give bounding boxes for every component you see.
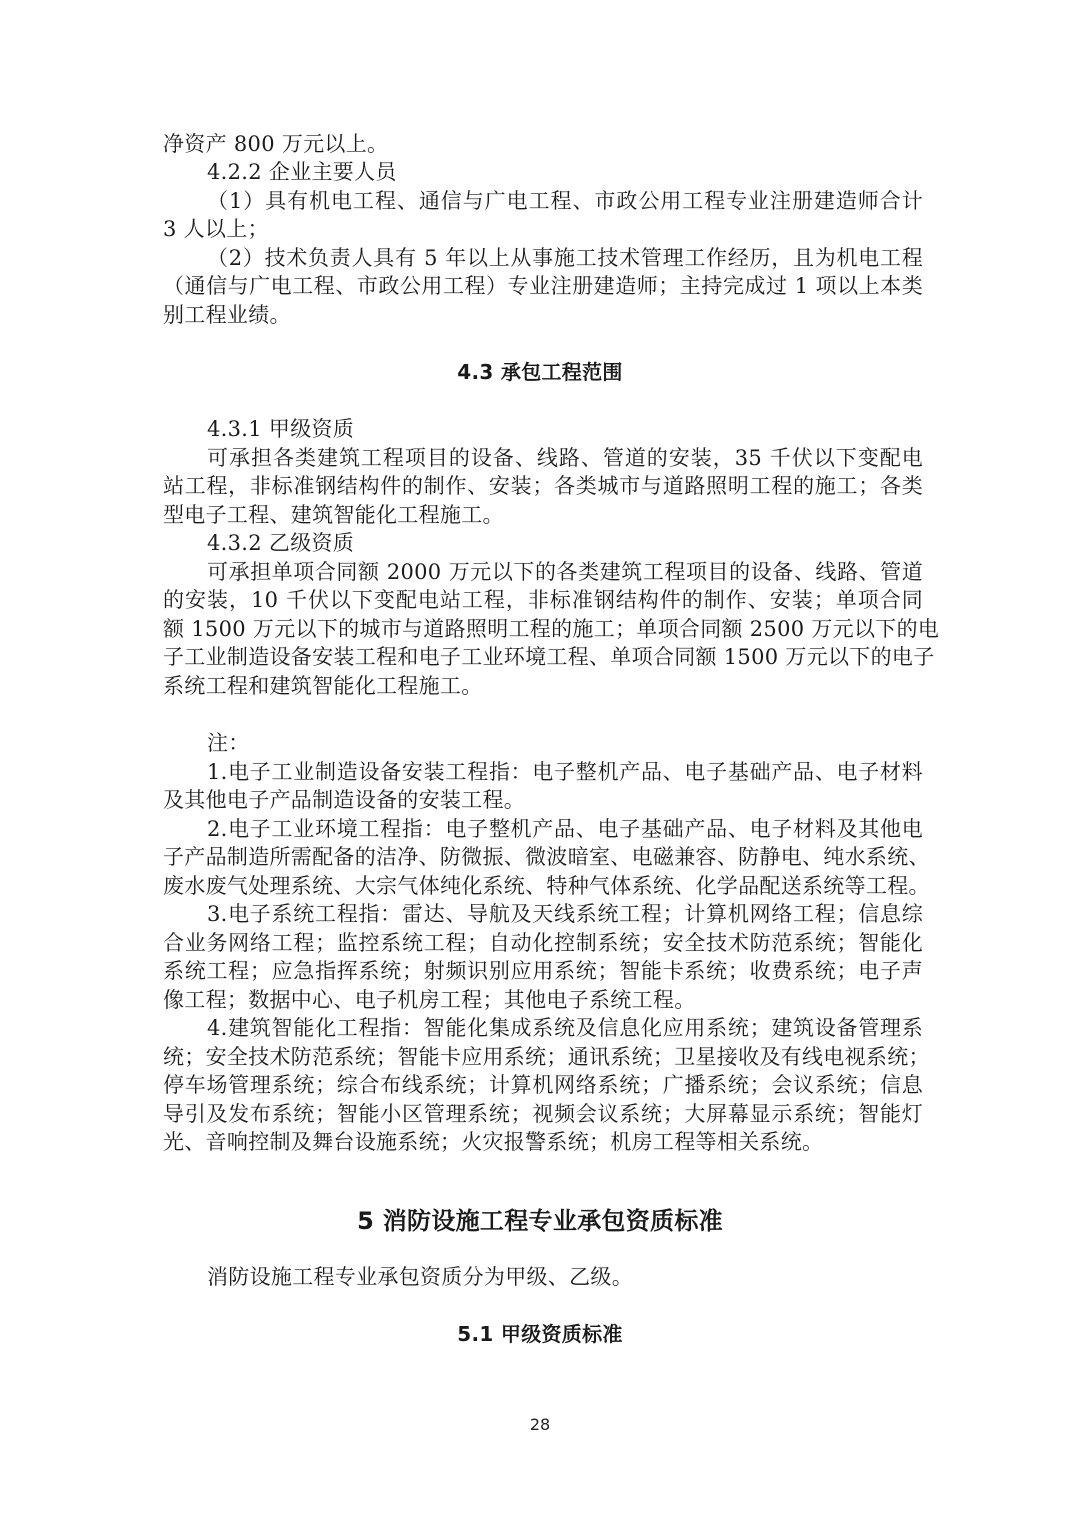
heading-4-2-2: 4.2.2 企业主要人员 [207,160,397,184]
note-4-line-5: 光、音响控制及舞台设施系统；火灾报警系统；机房工程等相关系统。 [163,1130,824,1154]
note-2-line-3: 废水废气处理系统、大宗气体纯化系统、特种气体系统、化学品配送系统等工程。 [163,874,930,898]
personnel-item-1-line-2: 3 人以上； [163,217,269,241]
note-2-line-1: 2.电子工业环境工程指：电子整机产品、电子基础产品、电子材料及其他电 [207,817,923,841]
section-4-3-title: 4.3 承包工程范围 [457,360,623,384]
grade-b-line-2: 的安装，10 千伏以下变配电站工程，非标准钢结构件的制作、安装；单项合同 [163,588,923,612]
heading-4-3-1: 4.3.1 甲级资质 [207,417,355,441]
notes-label: 注： [207,731,250,755]
section-5-intro: 消防设施工程专业承包资质分为甲级、乙级。 [207,1265,633,1289]
note-4-line-3: 停车场管理系统；综合布线系统；计算机网络系统；广播系统；会议系统；信息 [163,1073,923,1097]
personnel-item-2-line-1: （2）技术负责人具有 5 年以上从事施工技术管理工作经历，且为机电工程 [207,246,923,270]
grade-b-line-3: 额 1500 万元以下的城市与道路照明工程的施工；单项合同额 2500 万元以下的电 [163,617,940,641]
grade-a-line-1: 可承担各类建筑工程项目的设备、线路、管道的安装，35 千伏以下变配电 [207,446,923,470]
grade-b-line-1: 可承担单项合同额 2000 万元以下的各类建筑工程项目的设备、线路、管道 [207,560,923,584]
section-5-1-title: 5.1 甲级资质标准 [457,1322,623,1346]
personnel-item-1-line-1: （1）具有机电工程、通信与广电工程、市政公用工程专业注册建造师合计 [207,189,923,213]
grade-b-line-5: 系统工程和建筑智能化工程施工。 [163,674,483,698]
personnel-item-2-line-2: （通信与广电工程、市政公用工程）专业注册建造师；主持完成过 1 项以上本类 [163,274,923,298]
net-assets-line: 净资产 800 万元以上。 [163,132,389,156]
note-2-line-2: 子产品制造所需配备的洁净、防微振、微波暗室、电磁兼容、防静电、纯水系统、 [163,845,930,869]
grade-a-line-3: 型电子工程、建筑智能化工程施工。 [163,503,504,527]
note-3-line-3: 系统工程；应急指挥系统；射频识别应用系统；智能卡系统；收费系统；电子声 [163,959,923,983]
grade-a-line-2: 站工程，非标准钢结构件的制作、安装；各类城市与道路照明工程的施工；各类 [163,474,923,498]
note-1-line-1: 1.电子工业制造设备安装工程指：电子整机产品、电子基础产品、电子材料 [207,760,923,784]
note-4-line-2: 统；安全技术防范系统；智能卡应用系统；通讯系统；卫星接收及有线电视系统； [163,1045,930,1069]
note-3-line-4: 像工程；数据中心、电子机房工程；其他电子系统工程。 [163,988,696,1012]
note-4-line-1: 4.建筑智能化工程指：智能化集成系统及信息化应用系统；建筑设备管理系 [207,1016,923,1040]
section-5-title: 5 消防设施工程专业承包资质标准 [357,1207,723,1235]
note-3-line-1: 3.电子系统工程指：雷达、导航及天线系统工程；计算机网络工程；信息综 [207,902,923,926]
note-1-line-2: 及其他电子产品制造设备的安装工程。 [163,788,526,812]
page-number: 28 [529,1415,551,1434]
note-3-line-2: 合业务网络工程；监控系统工程；自动化控制系统；安全技术防范系统；智能化 [163,931,923,955]
heading-4-3-2: 4.3.2 乙级资质 [207,531,355,555]
personnel-item-2-line-3: 别工程业绩。 [163,303,291,327]
note-4-line-4: 导引及发布系统；智能小区管理系统；视频会议系统；大屏幕显示系统；智能灯 [163,1102,923,1126]
grade-b-line-4: 子工业制造设备安装工程和电子工业环境工程、单项合同额 1500 万元以下的电子 [163,645,935,669]
